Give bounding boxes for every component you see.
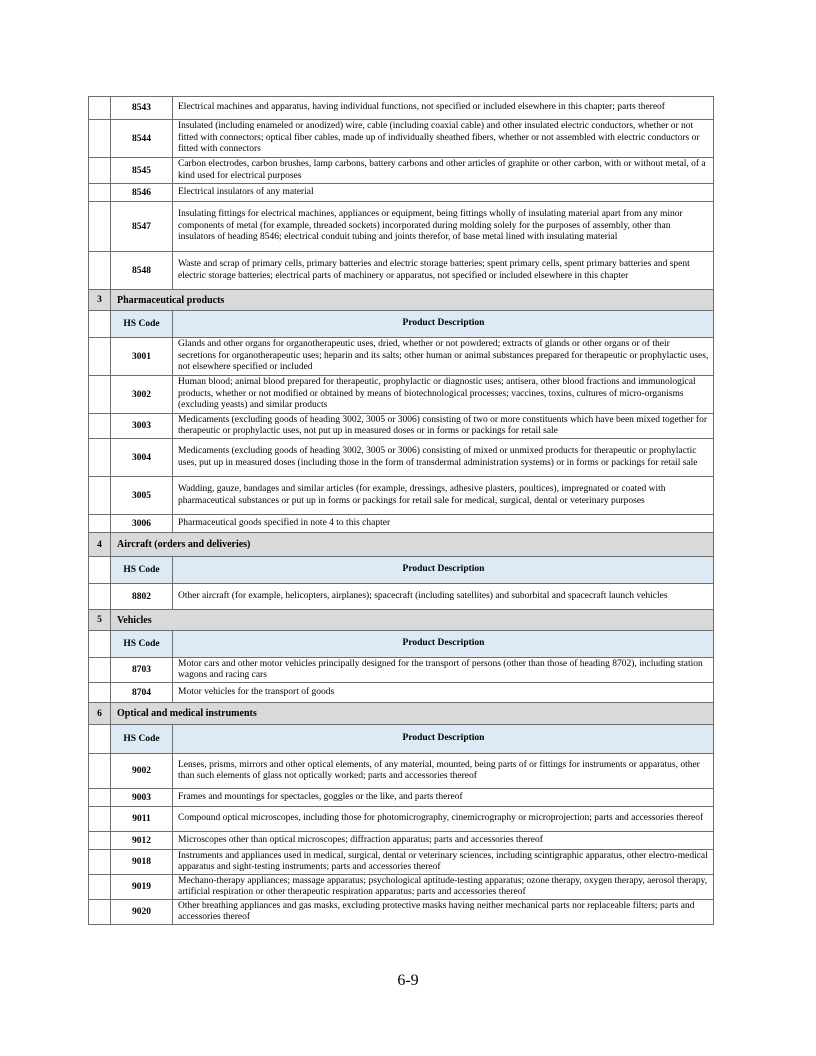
table-row (88, 789, 714, 807)
hs-code: 9018 (111, 850, 173, 874)
hs-code: 8546 (111, 184, 173, 201)
table-row (88, 832, 714, 850)
hs-code-table (88, 96, 714, 925)
hs-code-header: HS Code (111, 311, 173, 337)
hs-code: 3001 (111, 338, 173, 375)
section-row (88, 290, 714, 311)
table-row (88, 754, 714, 789)
product-description-header: Product Description (173, 725, 713, 753)
product-description: Microscopes other than optical microscopes; diffraction apparatus; parts and accessories thereof (178, 834, 543, 845)
product-description: Wadding, gauze, bandages and similar articles (for example, dressings, adhesive plasters, poultices), impregnated or coated with pharmaceutical substances or put up in forms or packings for retail sale for medical, surgical, dental or veterinary purposes (178, 484, 666, 506)
product-description: Lenses, prisms, mirrors and other optical elements, of any material, mounted, being parts of or fittings for instruments or apparatus, other than such elements of glass not optically worked; parts and accessories thereof (178, 759, 700, 781)
table-row (88, 96, 714, 120)
table-row (88, 439, 714, 477)
product-description: Frames and mountings for spectacles, goggles or the like, and parts thereof (178, 791, 463, 802)
product-description-header: Product Description (173, 311, 713, 337)
table-row (88, 158, 714, 184)
product-description: Mechano-therapy appliances; massage apparatus; psychological aptitude-testing apparatus; ozone therapy, oxygen therapy, aerosol therapy, artificial respiration or other therapeutic respiration apparatus; parts and accessories thereof (178, 875, 708, 897)
hs-code: 9002 (111, 754, 173, 788)
section-row (88, 610, 714, 631)
product-description: Waste and scrap of primary cells, primary batteries and electric storage batteries; spent primary cells, spent primary batteries and spent electric storage batteries; electrical parts of machinery or apparatus, not specified or included elsewhere in this chapter (178, 259, 690, 281)
hs-code: 3005 (111, 477, 173, 514)
section-row (88, 703, 714, 725)
hs-code: 8704 (111, 683, 173, 702)
product-description: Insulating fittings for electrical machines, appliances or equipment, being fittings wholly of insulating material apart from any minor components of metal (for example, threaded sockets) incorporated during molding solely for the purposes of assembly, other than insulators of heading 8546; electrical conduit tubing and joints therefor, of base metal lined with insulating material (178, 209, 683, 243)
product-description: Other breathing appliances and gas masks, excluding protective masks having neither mechanical parts nor replaceable filters; parts and accessories thereof (178, 900, 695, 922)
product-description: Other aircraft (for example, helicopters, airplanes); spacecraft (including satellites) and suborbital and spacecraft launch vehicles (178, 590, 668, 601)
section-title: Optical and medical instruments (117, 708, 257, 719)
page-number: 6-9 (397, 972, 419, 989)
table-row (88, 414, 714, 439)
table-header-row (88, 725, 714, 754)
section-title: Aircraft (orders and deliveries) (117, 539, 251, 550)
product-description: Human blood; animal blood prepared for therapeutic, prophylactic or diagnostic uses; antisera, other blood fractions and immunological products, whether or not modified or obtained by means of biotechnological processes; vaccines, toxins, cultures of micro-organisms (excluding yeasts) and similar products (178, 377, 696, 411)
table-header-row (88, 311, 714, 338)
hs-code: 3004 (111, 439, 173, 476)
table-row (88, 900, 714, 925)
hs-code: 9020 (111, 900, 173, 924)
table-row (88, 807, 714, 832)
section-row (88, 533, 714, 557)
table-header-row (88, 557, 714, 584)
table-row (88, 184, 714, 202)
table-row (88, 252, 714, 290)
section-title: Vehicles (117, 614, 152, 626)
hs-code-header: HS Code (111, 631, 173, 657)
product-description: Motor vehicles for the transport of goods (178, 686, 335, 697)
hs-code: 8547 (111, 202, 173, 251)
section-number: 6 (89, 703, 111, 724)
product-description: Electrical insulators of any material (178, 186, 314, 197)
product-description: Instruments and appliances used in medical, surgical, dental or veterinary sciences, including scintigraphic apparatus, other electro-medical apparatus and sight-testing instruments; parts and accessories thereof (178, 850, 708, 872)
hs-code-header: HS Code (111, 725, 173, 753)
table-row (88, 875, 714, 900)
table-row (88, 515, 714, 533)
hs-code: 8548 (111, 252, 173, 289)
product-description: Compound optical microscopes, including those for photomicrography, cinemicrography or microprojection; parts and accessories thereof (178, 813, 704, 824)
table-row (88, 376, 714, 414)
hs-code: 3006 (111, 515, 173, 532)
section-number: 4 (89, 533, 111, 556)
product-description: Insulated (including enameled or anodized) wire, cable (including coaxial cable) and other insulated electric conductors, whether or not fitted with connectors; optical fiber cables, made up of individually sheathed fibers, whether or not assembled with electric conductors or fitted with connectors (178, 121, 700, 155)
hs-code: 8544 (111, 120, 173, 157)
product-description: Motor cars and other motor vehicles principally designed for the transport of persons (other than those of heading 8702), including station wagons and racing cars (178, 658, 703, 680)
product-description: Medicaments (excluding goods of heading 3002, 3005 or 3006) consisting of mixed or unmixed products for therapeutic or prophylactic uses, put up in measured doses (including those in the form of transdermal administration systems) or in forms or packings for retail sale (178, 446, 698, 468)
table-row (88, 658, 714, 683)
product-description-header: Product Description (173, 557, 713, 583)
section-title: Pharmaceutical products (117, 294, 225, 306)
table-row (88, 683, 714, 703)
table-row (88, 202, 714, 252)
hs-code: 9011 (111, 807, 173, 831)
table-header-row (88, 631, 714, 658)
product-description: Carbon electrodes, carbon brushes, lamp carbons, battery carbons and other articles of graphite or other carbon, with or without metal, of a kind used for electrical purposes (178, 159, 706, 181)
table-row (88, 477, 714, 515)
hs-code: 9012 (111, 832, 173, 849)
hs-code: 9019 (111, 875, 173, 899)
product-description: Medicaments (excluding goods of heading 3002, 3005 or 3006) consisting of two or more constituents which have been mixed together for therapeutic or prophylactic uses, not put up in measured doses or in forms or packings for retail sale (178, 414, 707, 436)
table-row (88, 338, 714, 376)
hs-code: 8703 (111, 658, 173, 682)
product-description-header: Product Description (173, 631, 713, 657)
section-number: 5 (89, 610, 111, 630)
table-row (88, 850, 714, 875)
product-description: Pharmaceutical goods specified in note 4 to this chapter (178, 517, 391, 528)
hs-code: 8543 (111, 97, 173, 119)
hs-code: 9003 (111, 789, 173, 806)
table-row (88, 584, 714, 610)
hs-code: 8545 (111, 158, 173, 183)
hs-code: 3002 (111, 376, 173, 413)
table-row (88, 120, 714, 158)
hs-code: 8802 (111, 584, 173, 609)
hs-code-header: HS Code (111, 557, 173, 583)
hs-code: 3003 (111, 414, 173, 438)
section-number: 3 (89, 290, 111, 310)
product-description: Electrical machines and apparatus, having individual functions, not specified or included elsewhere in this chapter; parts thereof (178, 102, 665, 113)
product-description: Glands and other organs for organotherapeutic uses, dried, whether or not powdered; extracts of glands or other organs or of their secretions for organotherapeutic uses; heparin and its salts; other human or animal substances prepared for therapeutic or prophylactic uses, not elsewhere specified or included (178, 339, 709, 373)
